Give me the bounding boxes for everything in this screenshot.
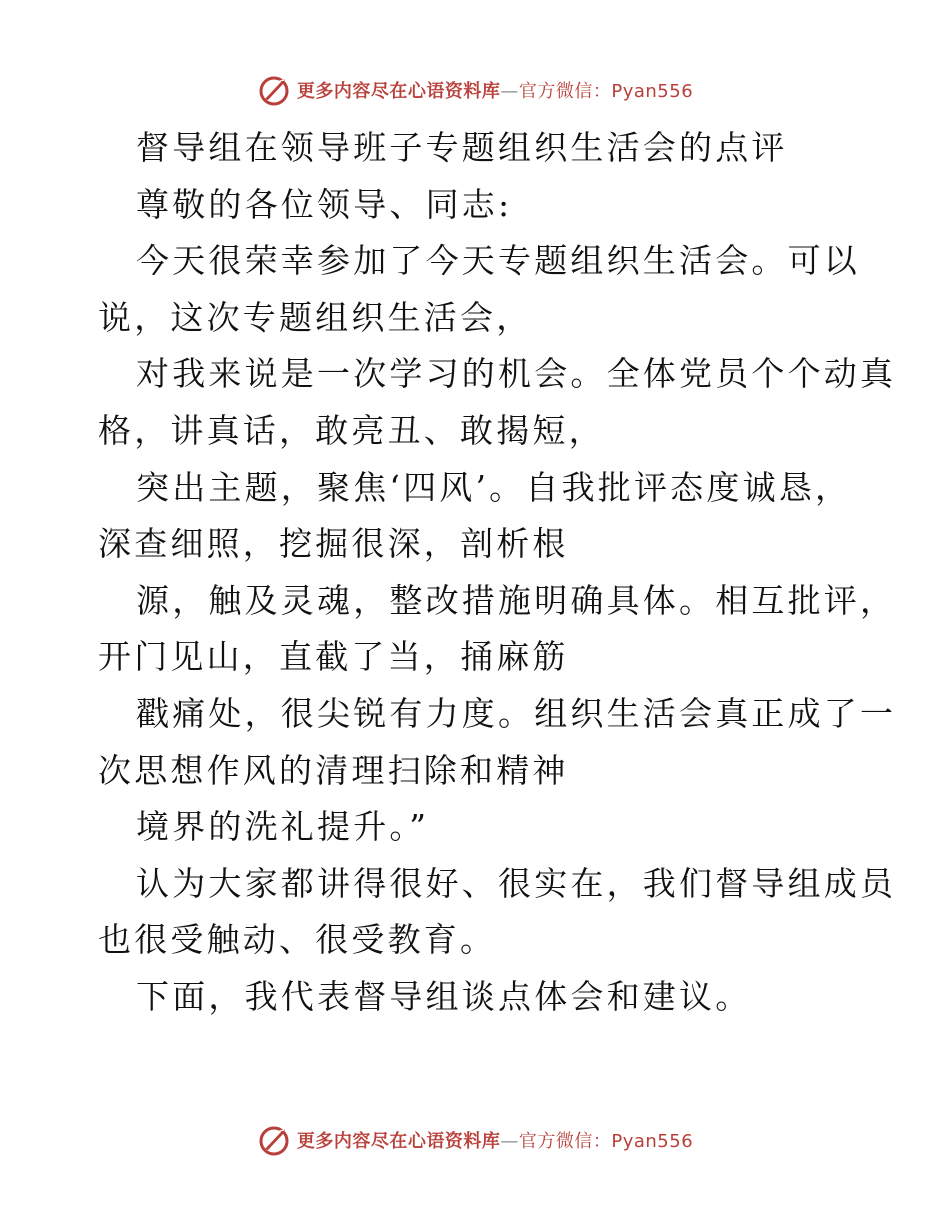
watermark-handle: Pyan556 — [611, 1131, 694, 1152]
text-line: 说，这次专题组织生活会， — [98, 297, 533, 337]
text-line: 今天很荣幸参加了今天专题组织生活会。可以 — [136, 241, 860, 281]
watermark-dash: — — [500, 81, 519, 102]
watermark-text — [297, 77, 693, 103]
watermark-handle: Pyan556 — [611, 81, 694, 102]
watermark-label: 官方微信： — [518, 81, 612, 102]
text-line: 次思想作风的清理扫除和精神 — [98, 750, 569, 790]
text-line: 下面，我代表督导组谈点体会和建议。 — [136, 976, 752, 1016]
text-line: 深查细照，挖掘很深，剖析根 — [98, 524, 569, 564]
watermark-site: 更多内容尽在心语资料库 — [296, 81, 501, 102]
text-line: 对我来说是一次学习的机会。全体党员个个动真 — [136, 354, 897, 394]
text-line: 源，触及灵魂，整改措施明确具体。相互批评， — [136, 580, 897, 620]
text-line: 突出主题，聚焦‘四风’。自我批评态度诚恳， — [136, 467, 852, 507]
text-line: 也很受触动、很受教育。 — [98, 920, 497, 960]
text-line: 开门见山，直截了当，捅麻筋 — [98, 637, 569, 677]
quill-logo-icon — [257, 73, 291, 107]
header-watermark — [0, 70, 950, 110]
footer-watermark — [0, 1120, 950, 1160]
text-line: 境界的洗礼提升。” — [136, 807, 430, 847]
watermark-dash: — — [500, 1131, 519, 1152]
watermark-label: 官方微信： — [518, 1131, 612, 1152]
text-line: 尊敬的各位领导、同志: — [136, 184, 513, 224]
text-line: 督导组在领导班子专题组织生活会的点评 — [136, 128, 788, 167]
text-line: 格，讲真话，敢亮丑、敢揭短， — [98, 410, 605, 450]
text-line: 戳痛处，很尖锐有力度。组织生活会真正成了一 — [136, 693, 897, 733]
document-body — [98, 120, 897, 1026]
watermark-site: 更多内容尽在心语资料库 — [296, 1131, 501, 1152]
quill-logo-icon — [257, 1123, 291, 1157]
text-line: 认为大家都讲得很好、很实在，我们督导组成员 — [136, 863, 897, 903]
watermark-text — [297, 1127, 693, 1153]
